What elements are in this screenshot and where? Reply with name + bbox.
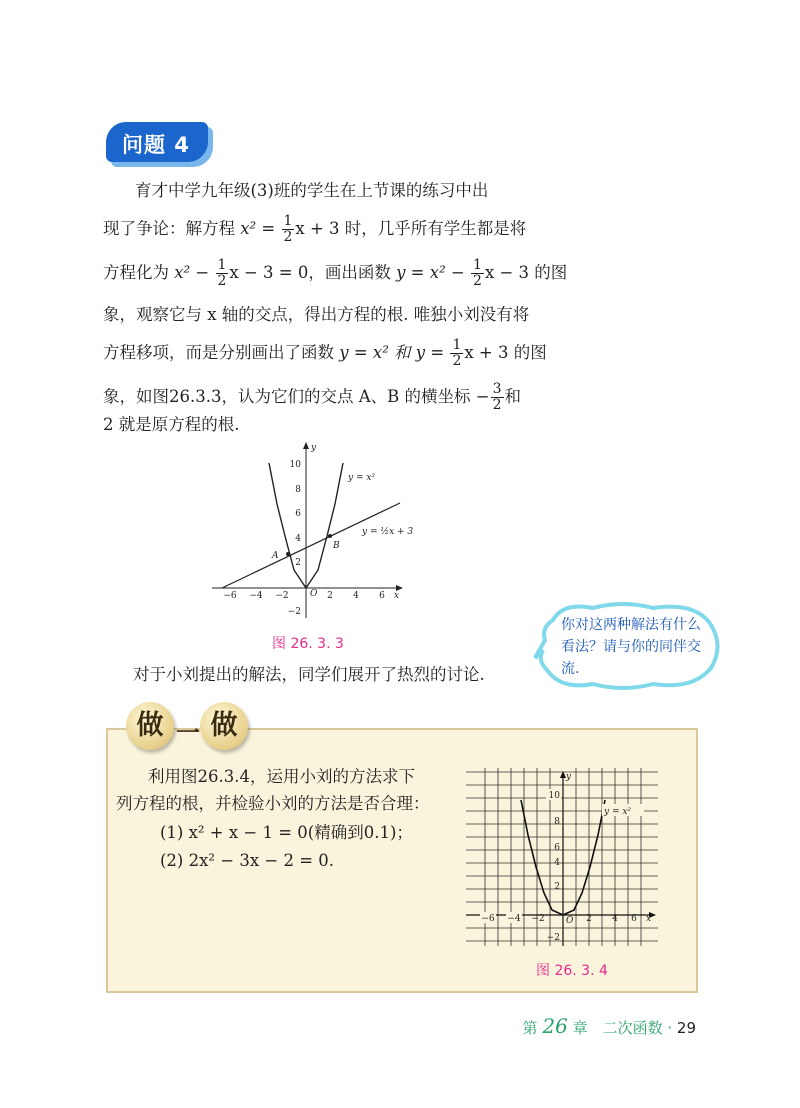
x-tick: 2 [586, 914, 592, 924]
bubble-text: 你对这两种解法有什么看法？请与你的同伴交流. [561, 617, 701, 677]
y-tick: 2 [554, 882, 560, 892]
problem-line-1: 育才中学九年级(3)班的学生在上节课的练习中出 [135, 181, 489, 200]
figure-26-3-4 [466, 768, 666, 950]
num: 1 [473, 257, 482, 273]
text: 方程化为 [103, 263, 175, 282]
math-x2: x² [240, 219, 257, 238]
problem-line-2 [103, 214, 526, 245]
problem-line-4: 象，观察它与 x 轴的交点，得出方程的根. 唯独小刘没有将 [103, 305, 530, 324]
point-a-marker [286, 552, 290, 556]
text: 和 [504, 387, 522, 406]
text: 象，如图26.3.3，认为它们的交点 A、B 的横坐标 − [103, 387, 490, 406]
x-tick: −6 [481, 914, 495, 924]
curve-label: y = x² [348, 473, 376, 483]
fraction-three-halves [491, 382, 504, 413]
activity-dash: 一 [176, 719, 200, 747]
fraction-half [450, 338, 463, 369]
problem-line-3 [103, 258, 567, 289]
discussion-line: 对于小刘提出的解法，同学们展开了热烈的讨论. [133, 665, 485, 684]
problem-line-5 [103, 338, 547, 369]
activity-char-2: 做 [200, 702, 248, 750]
y-tick: 8 [554, 817, 560, 827]
x-tick: −2 [275, 591, 289, 601]
point-b-label: B [333, 541, 340, 551]
den: 2 [452, 353, 462, 369]
text: x + 3 时，几乎所有学生都是将 [295, 219, 527, 238]
den: 2 [492, 397, 502, 413]
origin-label: O [566, 916, 574, 926]
math-y: y [396, 263, 406, 282]
chapter-number: 26 [542, 1014, 568, 1038]
x-tick: 2 [327, 591, 333, 601]
chapter-prefix: 第 [522, 1019, 538, 1037]
y-tick: 2 [295, 558, 301, 568]
y-axis-arrow [303, 442, 309, 449]
x-tick: 6 [631, 914, 637, 924]
activity-header [126, 702, 246, 754]
point-a-label: A [272, 551, 279, 561]
num: 1 [217, 257, 227, 273]
activity-line-3: (1) x² + x − 1 = 0(精确到0.1)； [160, 823, 413, 842]
y-tick: −2 [546, 933, 560, 943]
x-tick: 4 [612, 914, 618, 924]
problem-badge [106, 122, 216, 166]
text: − [445, 263, 471, 282]
y-axis-label: y [566, 772, 572, 782]
fraction-half [471, 258, 484, 289]
y-tick: 10 [289, 460, 301, 470]
origin-label: O [310, 589, 318, 599]
y-tick: 8 [295, 485, 301, 495]
y-axis-label: y [311, 443, 317, 453]
activity-line-4: (2) 2x² − 3x − 2 = 0. [160, 851, 335, 870]
text: x − 3 的图 [484, 263, 568, 282]
math-x2: x² [429, 263, 446, 282]
figure-caption-26-3-3: 图 26. 3. 3 [272, 636, 344, 652]
math-text: y = x² 和 [339, 343, 416, 362]
text: − [190, 263, 215, 282]
text: 现了争论：解方程 [103, 219, 241, 238]
x-tick: −6 [223, 591, 237, 601]
point-b-marker [328, 534, 332, 538]
math-x2: x² [174, 263, 191, 282]
text: x − 3 = 0，画出函数 [229, 263, 397, 282]
thought-bubble [533, 600, 725, 692]
problem-line-7: 2 就是原方程的根. [103, 415, 240, 434]
y-tick: 6 [295, 509, 301, 519]
y-tick: 10 [548, 791, 560, 801]
activity-line-1: 利用图26.3.4，运用小刘的方法求下 [148, 767, 415, 786]
num: 1 [452, 337, 462, 353]
x-tick: 4 [353, 591, 359, 601]
num: 3 [492, 381, 502, 397]
num: 1 [283, 213, 293, 229]
text: = [256, 219, 281, 238]
y-tick: 6 [554, 843, 560, 853]
y-tick: −2 [287, 607, 301, 617]
text: 方程移项，而是分别画出了函数 [103, 343, 340, 362]
problem-line-6 [103, 382, 521, 413]
x-axis-label: x [394, 591, 400, 601]
badge-label: 问题 4 [122, 133, 190, 157]
x-tick: −4 [249, 591, 263, 601]
chapter-title: 章 二次函数 · [572, 1019, 673, 1037]
page-number: 29 [676, 1019, 696, 1037]
x-axis-label: x [646, 914, 652, 924]
curve-label: y = x² [604, 807, 632, 817]
activity-line-2: 列方程的根，并检验小刘的方法是否合理： [116, 794, 430, 813]
x-tick: 6 [379, 591, 385, 601]
line-label: y = ½x + 3 [362, 527, 414, 537]
page-footer [523, 1014, 696, 1038]
figure-26-3-3 [200, 440, 440, 620]
den: 2 [473, 273, 482, 289]
line-graph [222, 503, 400, 588]
x-tick: −2 [531, 914, 545, 924]
x-tick: −4 [507, 914, 521, 924]
y-tick: 4 [295, 534, 301, 544]
figure-caption-26-3-4: 图 26. 3. 4 [536, 963, 608, 979]
math-text: y = [415, 343, 450, 362]
activity-char-1: 做 [126, 702, 174, 750]
den: 2 [217, 273, 227, 289]
text: x + 3 的图 [464, 343, 547, 362]
den: 2 [283, 229, 293, 245]
text: = [405, 263, 430, 282]
fraction-half [282, 214, 295, 245]
y-tick: 4 [554, 858, 560, 868]
fraction-half [216, 258, 229, 289]
